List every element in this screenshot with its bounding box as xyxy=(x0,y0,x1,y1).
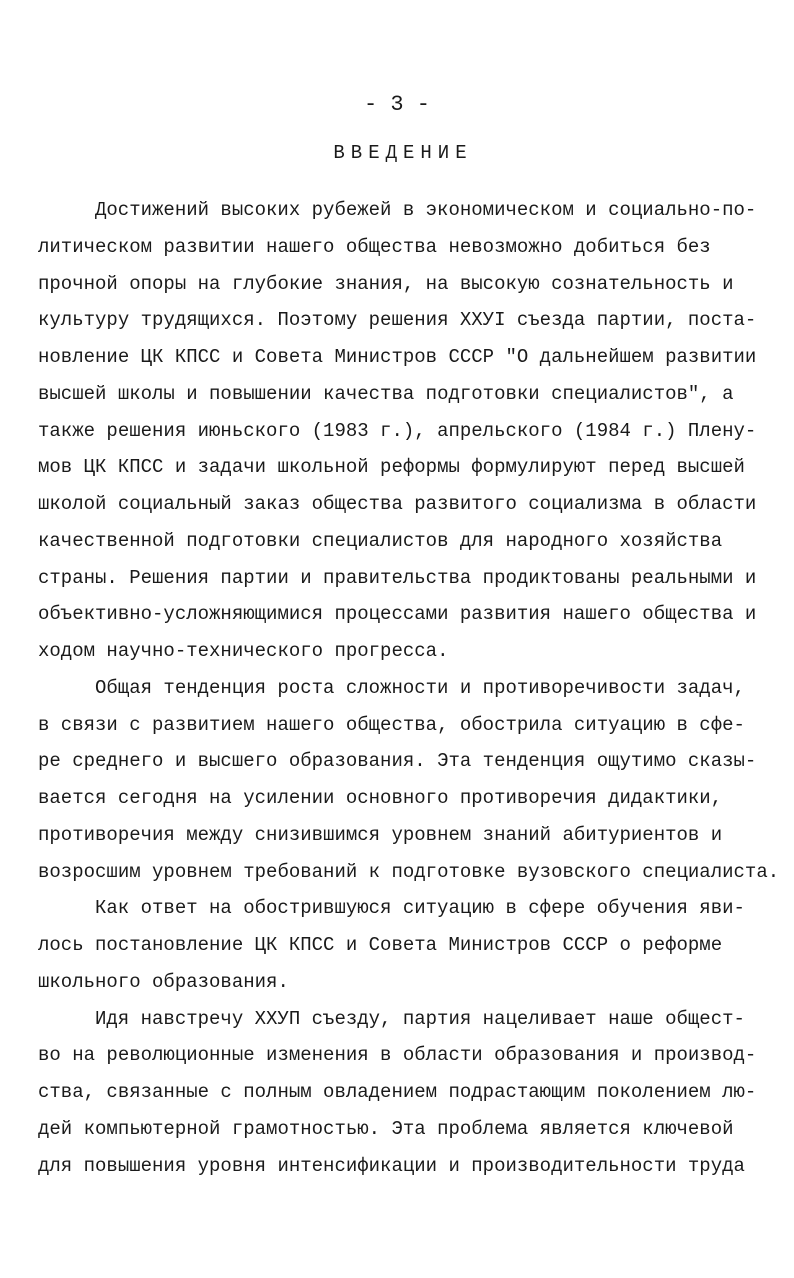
text-line: вается сегодня на усилении основного противоречия дидактики, xyxy=(38,787,723,809)
text-line: во на революционные изменения в области образования и производ- xyxy=(38,1044,757,1067)
text-line: литическом развитии нашего общества невозможно добиться без xyxy=(38,235,711,258)
text-line: новление ЦК КПСС и Совета Министров СССР "О дальнейшем развитии xyxy=(38,346,757,368)
text-line: ре среднего и высшего образования. Эта тенденция ощутимо сказы- xyxy=(38,750,757,773)
text-line: качественной подготовки специалистов для народного хозяйства xyxy=(38,529,723,552)
paragraph-first-line: Общая тенденция роста сложности и противоречивости задач, xyxy=(95,676,745,699)
text-line: дей компьютерной грамотностью. Эта проблема является ключевой xyxy=(38,1117,734,1140)
text-line: лось постановление ЦК КПСС и Совета Министров СССР о реформе xyxy=(38,934,723,956)
page-number: - 3 - xyxy=(363,92,430,117)
paragraph-first-line: Идя навстречу XXУП съезду, партия нацеливает наше общест- xyxy=(95,1007,745,1030)
text-line: для повышения уровня интенсификации и производительности труда xyxy=(38,1154,745,1177)
section-heading: ВВЕДЕНИЕ xyxy=(333,142,473,164)
text-line: школьного образования. xyxy=(38,970,289,993)
text-line: школой социальный заказ общества развитого социализма в области xyxy=(38,493,757,515)
text-line: противоречия между снизившимся уровнем знаний абитуриентов и xyxy=(38,823,723,846)
text-line: культуру трудящихся. Поэтому решения XXУI съезда партии, поста- xyxy=(38,309,757,332)
text-line: ства, связанные с полным овладением подрастающим поколением лю- xyxy=(38,1081,757,1103)
text-line: объективно-усложняющимися процессами развития нашего общества и xyxy=(38,603,757,626)
text-line: ходом научно-технического прогресса. xyxy=(38,640,449,662)
text-line: также решения июньского (1983 г.), апрельского (1984 г.) Плену- xyxy=(38,419,757,442)
text-line: высшей школы и повышении качества подготовки специалистов", а xyxy=(38,382,734,405)
text-line: прочной опоры на глубокие знания, на высокую сознательность и xyxy=(38,272,734,295)
text-line: возросшим уровнем требований к подготовке вузовского специалиста. xyxy=(38,860,780,883)
text-line: в связи с развитием нашего общества, обострила ситуацию в сфе- xyxy=(38,713,745,736)
paragraph-first-line: Достижений высоких рубежей в экономическом и социально-по- xyxy=(95,199,757,221)
paragraph-first-line: Как ответ на обострившуюся ситуацию в сфере обучения яви- xyxy=(95,897,745,920)
text-line: мов ЦК КПСС и задачи школьной реформы формулируют перед высшей xyxy=(38,456,745,479)
text-line: страны. Решения партии и правительства продиктованы реальными и xyxy=(38,566,757,589)
